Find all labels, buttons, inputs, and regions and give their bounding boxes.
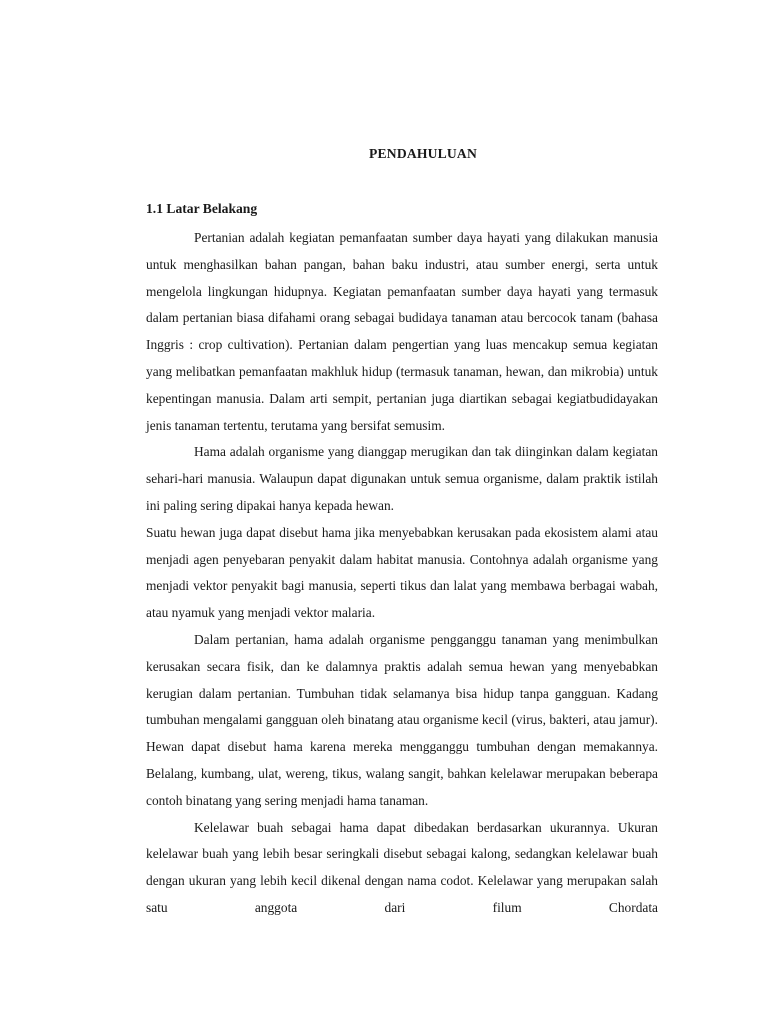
paragraph-hama: Hama adalah organisme yang dianggap merugikan dan tak diinginkan dalam kegiatan sehari-hari manusia. Walaupun dapat digunakan untuk semua organisme, dalam praktik istilah ini paling sering dipakai hanya kepada hewan.	[146, 444, 658, 513]
paragraph-hama-pertanian: Dalam pertanian, hama adalah organisme pengganggu tanaman yang menimbulkan kerusakan secara fisik, dan ke dalamnya praktis adalah semua hewan yang menyebabkan kerugian dalam pertanian. Tumbuhan tidak selamanya bisa hidup tanpa gangguan. Kadang tumbuhan mengalami gangguan oleh binatang atau organisme kecil (virus, bakteri, atau jamur). Hewan dapat disebut hama karena mereka mengganggu tumbuhan dengan memakannya. Belalang, kumbang, ulat, wereng, tikus, walang sangit, bahkan kelelawar merupakan beberapa contoh binatang yang sering menjadi hama tanaman.	[146, 631, 658, 808]
paragraph-pertanian: Pertanian adalah kegiatan pemanfaatan sumber daya hayati yang dilakukan manusia untuk menghasilkan bahan pangan, bahan baku industri, atau sumber energi, serta untuk mengelola lingkungan hidupnya. Kegiatan pemanfaatan sumber daya hayati yang termasuk dalam pertanian biasa difahami orang sebagai budidaya tanaman atau bercocok tanam (bahasa Inggris : crop cultivation). Pertanian dalam pengertian yang luas mencakup semua kegiatan yang melibatkan pemanfaatan makhluk hidup (termasuk tanaman, hewan, dan mikrobia) untuk kepentingan manusia. Dalam arti sempit, pertanian juga diartikan sebagai kegiatbudidayakan jenis tanaman tertentu, terutama yang bersifat semusim.	[146, 230, 658, 433]
body-text	[146, 225, 658, 922]
paragraph-kelelawar: Kelelawar buah sebagai hama dapat dibedakan berdasarkan ukurannya. Ukuran kelelawar buah yang lebih besar seringkali disebut sebagai kalong, sedangkan kelelawar buah dengan ukuran yang lebih kecil dikenal dengan nama codot. Kelelawar yang merupakan salah satu anggota dari filum Chordata	[146, 819, 658, 915]
page-title: PENDAHULUAN	[369, 146, 477, 161]
paragraph-hewan-hama: Suatu hewan juga dapat disebut hama jika menyebabkan kerusakan pada ekosistem alami atau menjadi agen penyebaran penyakit dalam habitat manusia. Contohnya adalah organisme yang menjadi vektor penyakit bagi manusia, seperti tikus dan lalat yang membawa berbagai wabah, atau nyamuk yang menjadi vektor malaria.	[146, 524, 658, 621]
section-heading: 1.1 Latar Belakang	[146, 201, 258, 216]
